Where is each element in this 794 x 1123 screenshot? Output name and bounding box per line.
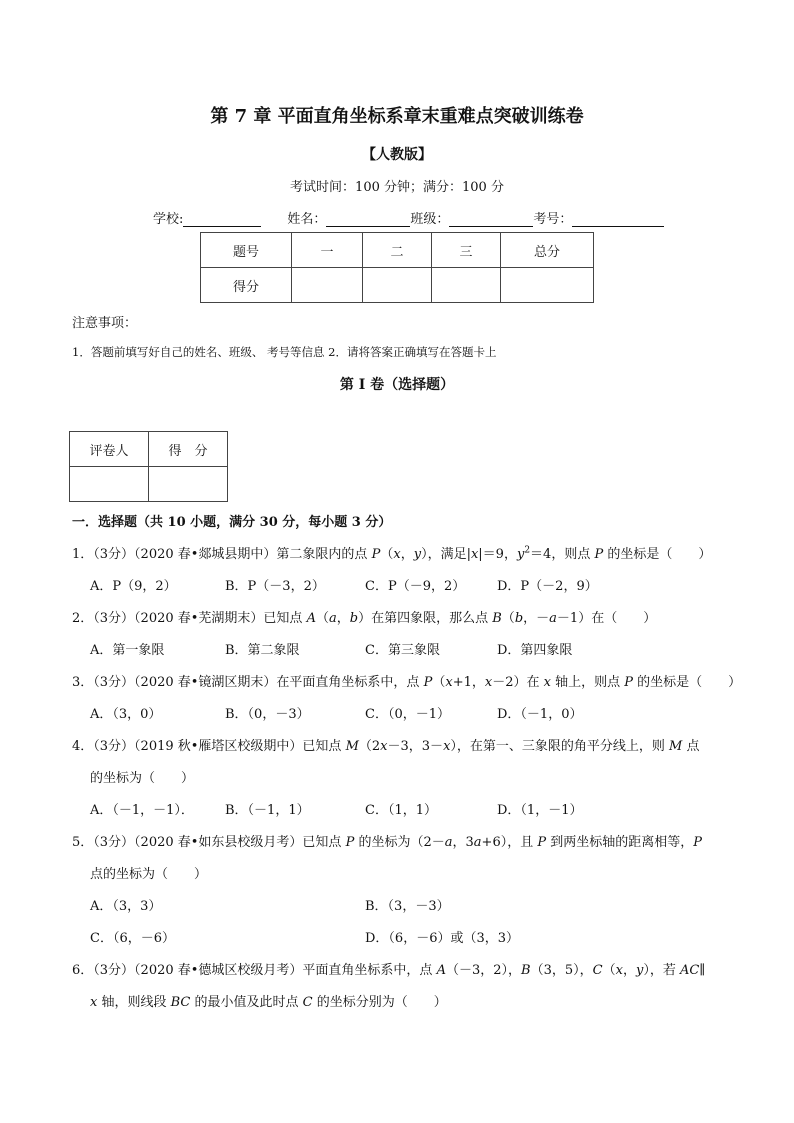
notes-heading: 注意事项： bbox=[72, 316, 138, 331]
name-blank[interactable] bbox=[326, 212, 410, 227]
question-5-line2: 点的坐标为（ ） bbox=[90, 867, 208, 882]
section-title: 一．选择题（共 10 小题，满分 30 分，每小题 3 分） bbox=[72, 515, 392, 530]
question-number: 6． bbox=[72, 963, 94, 978]
name-label: 姓名： bbox=[287, 212, 327, 227]
question-text-math: （3分）（2019 秋•雁塔区校级期中）已知点 M（2x－3，3－x），在第一、三象限的角平分线上，则 M 点 bbox=[93, 739, 700, 754]
question-6-line2: x 轴，则线段 BC 的最小值及此时点 C 的坐标分别为（ ） bbox=[90, 995, 447, 1010]
notes-text: 1．答题前填写好自己的姓名、班级、 考号等信息 2．请将答案正确填写在答题卡上 bbox=[72, 345, 497, 359]
question-number: 4． bbox=[72, 739, 94, 754]
score-cell[interactable] bbox=[292, 268, 363, 303]
option-a[interactable]: A．第一象限 bbox=[90, 643, 165, 658]
score-header-cell: 二 bbox=[363, 233, 432, 268]
option-d[interactable]: D．（－1，0） bbox=[497, 707, 583, 722]
option-c[interactable]: C．（1，1） bbox=[365, 803, 437, 818]
option-b[interactable]: B．P（－3，2） bbox=[225, 579, 325, 594]
number-label: 考号： bbox=[533, 212, 573, 227]
question-text-math: （3分）（2020 春•如东县校级月考）已知点 P 的坐标为（2－a，3a+6），且 P 到两坐标轴的距离相等，P bbox=[93, 835, 702, 850]
option-a[interactable]: A．P（9，2） bbox=[90, 579, 177, 594]
option-a[interactable]: A．（3，3） bbox=[90, 899, 162, 914]
question-text-math: P（x，y），满足|x|＝9，$y^2=4$，则点 P 的坐标是（ ） bbox=[371, 545, 712, 562]
grader-label: 评卷人 bbox=[70, 432, 149, 467]
grader-cell[interactable] bbox=[70, 467, 149, 502]
student-info-line bbox=[153, 208, 664, 227]
option-c[interactable]: C．第三象限 bbox=[365, 643, 440, 658]
score-header-cell: 题号 bbox=[201, 233, 292, 268]
volume-title: 第 I 卷（选择题） bbox=[339, 377, 455, 393]
page-title: 第 7 章 平面直角坐标系章末重难点突破训练卷 bbox=[210, 106, 584, 127]
option-a[interactable]: A．（－1，－1）． bbox=[90, 803, 194, 818]
question-4 bbox=[72, 735, 700, 754]
edition-label: 【人教版】 bbox=[362, 147, 432, 163]
option-d[interactable]: D．（6，－6）或（3，3） bbox=[365, 931, 520, 946]
option-b[interactable]: B．第二象限 bbox=[225, 643, 300, 658]
option-c[interactable]: C．P（－9，2） bbox=[365, 579, 466, 594]
question-text-math: （3分）（2020 春•芜湖期末）已知点 A（a，b）在第四象限，那么点 B（b，－a－1）在（ ） bbox=[93, 611, 657, 626]
question-5 bbox=[72, 831, 702, 850]
score-header-cell: 总分 bbox=[501, 233, 594, 268]
score-cell[interactable] bbox=[363, 268, 432, 303]
question-number: 1． bbox=[72, 547, 94, 562]
option-b[interactable]: B．（3，－3） bbox=[365, 899, 450, 914]
score-label: 得 分 bbox=[149, 432, 228, 467]
score-table bbox=[200, 232, 594, 303]
question-number: 5． bbox=[72, 835, 94, 850]
option-b[interactable]: B．（－1，1） bbox=[225, 803, 310, 818]
question-6 bbox=[72, 959, 705, 978]
number-blank[interactable] bbox=[572, 212, 664, 227]
question-number: 3． bbox=[72, 675, 94, 690]
question-1 bbox=[72, 543, 711, 562]
grader-table bbox=[69, 431, 228, 502]
question-text-math: （3分）（2020 春•镜湖区期末）在平面直角坐标系中，点 P（x+1，x－2）在 x 轴上，则点 P 的坐标是（ ） bbox=[93, 675, 742, 690]
score-cell[interactable] bbox=[149, 467, 228, 502]
question-2 bbox=[72, 607, 656, 626]
option-d[interactable]: D．P（－2，9） bbox=[497, 579, 598, 594]
score-header-cell: 一 bbox=[292, 233, 363, 268]
option-c[interactable]: C．（0，－1） bbox=[365, 707, 450, 722]
option-d[interactable]: D．（1，－1） bbox=[497, 803, 583, 818]
option-d[interactable]: D．第四象限 bbox=[497, 643, 573, 658]
score-header-cell: 三 bbox=[432, 233, 501, 268]
option-a[interactable]: A．（3，0） bbox=[90, 707, 162, 722]
school-blank[interactable] bbox=[183, 212, 261, 227]
score-cell[interactable] bbox=[432, 268, 501, 303]
school-label: 学校: bbox=[153, 212, 184, 227]
class-blank[interactable] bbox=[449, 212, 533, 227]
option-c[interactable]: C．（6，－6） bbox=[90, 931, 175, 946]
question-number: 2． bbox=[72, 611, 94, 626]
question-4-line2: 的坐标为（ ） bbox=[90, 771, 195, 786]
exam-time-info: 考试时间：100 分钟；满分：100 分 bbox=[290, 180, 504, 195]
option-b[interactable]: B．（0，－3） bbox=[225, 707, 310, 722]
class-label: 班级： bbox=[410, 212, 450, 227]
score-cell[interactable] bbox=[501, 268, 594, 303]
question-3 bbox=[72, 671, 741, 690]
question-text-math: （3分）（2020 春•德城区校级月考）平面直角坐标系中，点 A（－3，2），B（3，5），C（x，y），若 AC∥ bbox=[93, 963, 706, 978]
question-text: （3分）（2020 春•郯城县期中）第二象限内的点 bbox=[93, 547, 372, 562]
score-row-label: 得分 bbox=[201, 268, 292, 303]
